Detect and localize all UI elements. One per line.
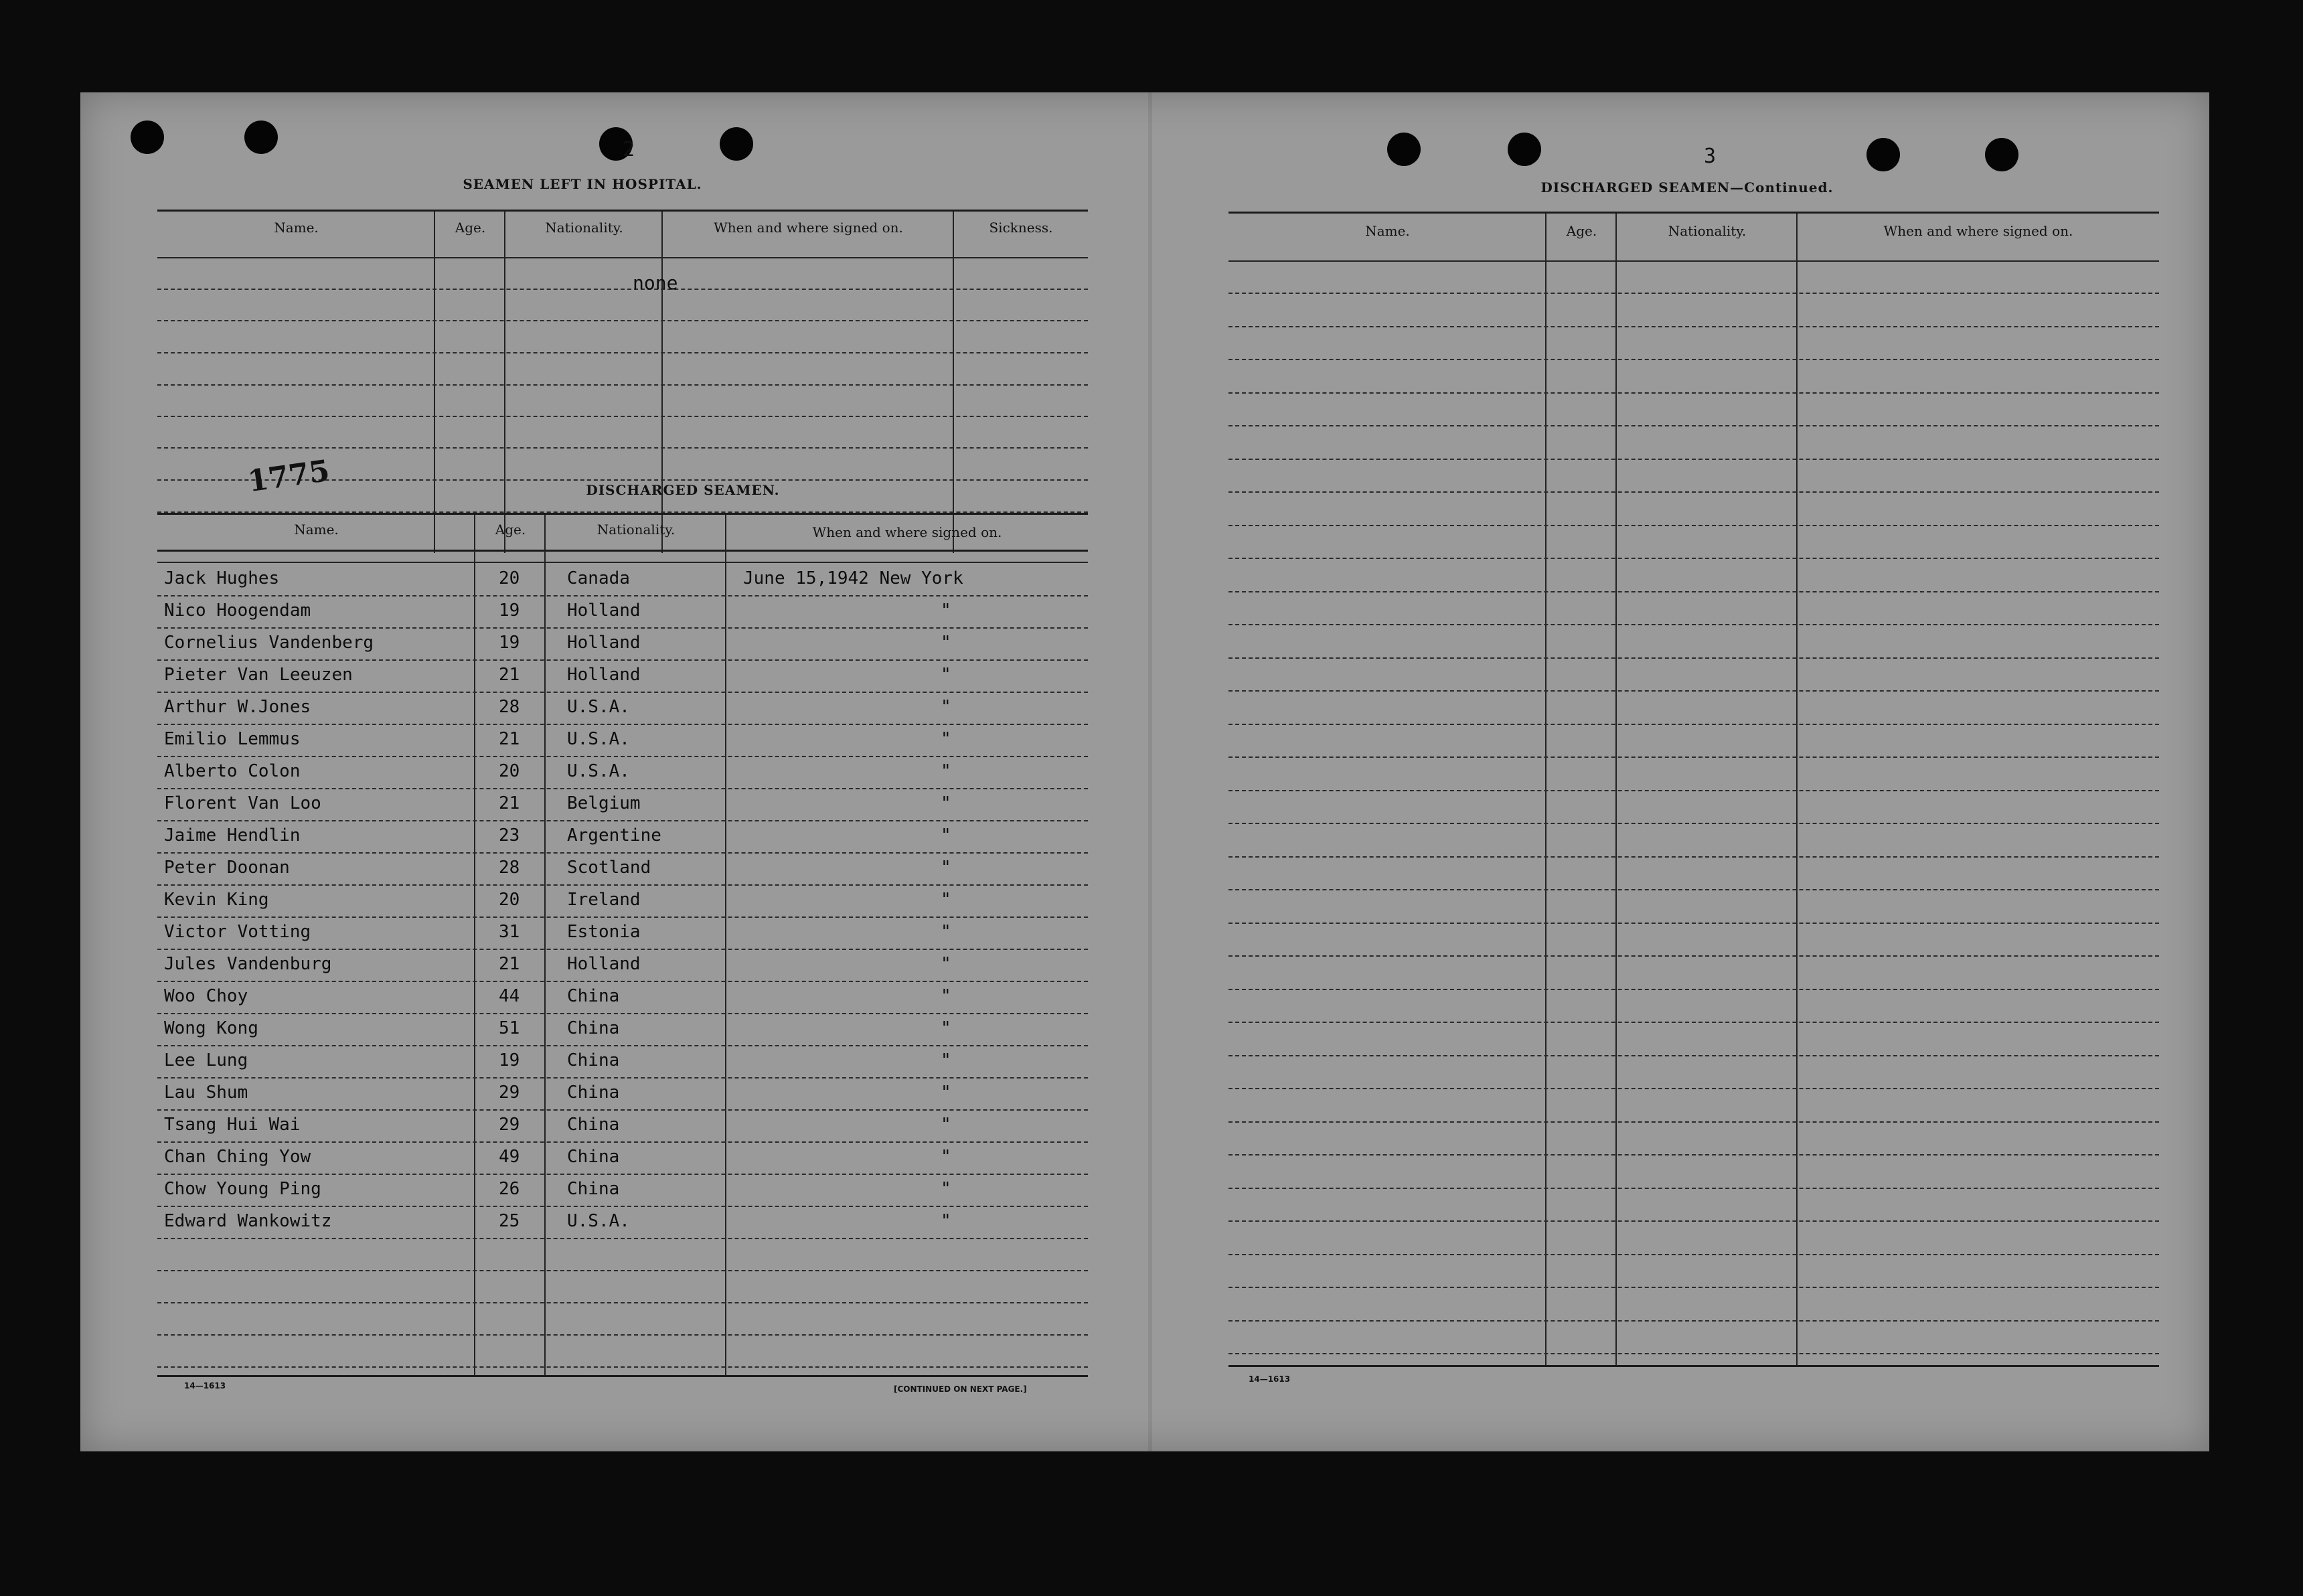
seaman-signed-on: " [941,1018,951,1038]
seaman-name: Nico Hoogendam [164,601,311,621]
seaman-signed-on: " [941,1179,951,1199]
seaman-age: 26 [499,1179,520,1199]
row-line [1228,1287,2159,1288]
row-line [157,1045,1088,1046]
seaman-age: 28 [499,858,520,878]
seaman-name: Jack Hughes [164,568,280,588]
seaman-age: 19 [499,1050,520,1070]
row-line [157,724,1088,725]
row-line [157,384,1088,386]
row-line [157,756,1088,757]
seaman-age: 28 [499,697,520,717]
seaman-signed-on: " [941,1147,951,1167]
seaman-age: 51 [499,1018,520,1038]
seaman-nationality: Argentine [567,825,661,846]
seaman-signed-on: " [941,665,951,685]
row-line [157,884,1088,886]
seaman-age: 23 [499,825,520,846]
column-divider [504,212,505,553]
seaman-nationality: Ireland [567,890,641,910]
row-line [1228,856,2159,858]
seaman-name: Chow Young Ping [164,1179,321,1199]
row-line [157,289,1088,290]
seaman-age: 31 [499,922,520,942]
row-line [1228,1055,2159,1056]
row-line [1228,823,2159,824]
seaman-nationality: China [567,1083,620,1103]
row-line [1228,491,2159,493]
col-header-signed-on: When and where signed on. [1883,223,2073,239]
seaman-name: Alberto Colon [164,761,301,781]
row-line [157,1013,1088,1014]
form-number: 14—1613 [184,1381,226,1390]
seaman-name: Woo Choy [164,986,248,1006]
seaman-age: 21 [499,793,520,813]
column-divider [1545,214,1546,1365]
row-line [1228,923,2159,924]
seaman-name: Jaime Hendlin [164,825,301,846]
row-line [1228,1188,2159,1189]
seaman-nationality: Holland [567,665,641,685]
header-rule [1228,260,2159,262]
row-line [157,788,1088,789]
seaman-nationality: U.S.A. [567,729,630,749]
row-line [157,1366,1088,1368]
seaman-nationality: Holland [567,633,641,653]
seaman-name: Wong Kong [164,1018,258,1038]
seaman-signed-on: " [941,825,951,846]
hospital-entry: none [633,272,678,294]
seaman-signed-on: June 15,1942 New York [743,568,963,588]
row-line [157,1270,1088,1271]
row-line [1228,1353,2159,1354]
col-header-age: Age. [495,522,526,538]
seaman-nationality: Holland [567,954,641,974]
punch-hole [1867,138,1900,171]
col-header-nationality: Nationality. [1668,223,1747,239]
seaman-signed-on: " [941,697,951,717]
row-line [1228,889,2159,890]
row-line [157,1174,1088,1175]
seaman-nationality: Estonia [567,922,641,942]
row-line [157,1109,1088,1111]
page-fold [1148,92,1152,1451]
seaman-name: Jules Vandenburg [164,954,332,974]
seaman-nationality: Belgium [567,793,641,813]
column-divider [661,212,663,553]
seaman-signed-on: " [941,986,951,1006]
row-line [157,820,1088,821]
seaman-signed-on: " [941,729,951,749]
punch-hole [1985,138,2018,171]
seaman-name: Victor Votting [164,922,311,942]
seaman-age: 21 [499,729,520,749]
seaman-age: 19 [499,633,520,653]
row-line [157,416,1088,417]
row-line [157,981,1088,982]
column-divider [434,212,435,553]
seaman-age: 29 [499,1115,520,1135]
header-rule [157,562,1088,563]
col-header-signed-on: When and where signed on. [714,220,903,236]
document-sheet [80,92,2209,1451]
column-divider [1615,214,1617,1365]
column-divider [474,515,475,1375]
page-number: 2 [623,138,635,161]
seaman-name: Pieter Van Leeuzen [164,665,353,685]
punch-hole [131,121,164,154]
row-line [1228,558,2159,559]
row-line [157,852,1088,854]
col-header-sickness: Sickness. [989,220,1053,236]
hospital-table [157,210,1088,553]
column-divider [544,515,546,1375]
discharged-continued-table [1228,212,2159,1368]
seaman-age: 25 [499,1211,520,1231]
seaman-name: Edward Wankowitz [164,1211,332,1231]
form-number: 14—1613 [1249,1374,1291,1384]
seaman-age: 44 [499,986,520,1006]
row-line [1228,790,2159,791]
seaman-name: Chan Ching Yow [164,1147,311,1167]
row-line [1228,1254,2159,1255]
row-line [157,595,1088,596]
seaman-age: 21 [499,954,520,974]
seaman-age: 20 [499,890,520,910]
row-line [1228,724,2159,725]
col-header-nationality: Nationality. [545,220,623,236]
page-number: 3 [1704,145,1717,168]
row-line [1228,425,2159,426]
row-line [157,1334,1088,1336]
col-header-name: Name. [1365,223,1410,239]
col-header-name: Name. [274,220,319,236]
seaman-name: Lau Shum [164,1083,248,1103]
column-divider [725,515,726,1375]
seaman-nationality: China [567,1018,620,1038]
row-line [157,659,1088,661]
row-line [1228,591,2159,592]
seaman-signed-on: " [941,890,951,910]
row-line [1228,392,2159,394]
seaman-signed-on: " [941,601,951,621]
punch-hole [244,121,278,154]
seaman-signed-on: " [941,793,951,813]
seaman-name: Peter Doonan [164,858,290,878]
row-line [157,1375,1088,1377]
discharged-table [157,513,1088,1382]
seaman-signed-on: " [941,922,951,942]
seaman-nationality: U.S.A. [567,761,630,781]
seaman-name: Kevin King [164,890,269,910]
seaman-signed-on: " [941,633,951,653]
row-line [1228,955,2159,957]
seaman-name: Lee Lung [164,1050,248,1070]
discharged-section-title: DISCHARGED SEAMEN. [586,482,780,498]
punch-hole [1508,133,1541,166]
row-line [157,447,1088,449]
handwritten-mark: 1775 [246,453,332,499]
discharged-continued-title: DISCHARGED SEAMEN—Continued. [1540,179,1834,195]
row-line [157,1206,1088,1207]
seaman-signed-on: " [941,1083,951,1103]
col-header-name: Name. [294,522,339,538]
seaman-signed-on: " [941,1211,951,1231]
column-divider [953,212,954,553]
row-line [1228,525,2159,526]
seaman-name: Arthur W.Jones [164,697,311,717]
column-divider [1796,214,1798,1365]
seaman-nationality: China [567,1115,620,1135]
seaman-age: 29 [499,1083,520,1103]
seaman-name: Tsang Hui Wai [164,1115,301,1135]
row-line [157,1238,1088,1239]
col-header-signed-on: When and where signed on. [812,524,1002,540]
row-line [157,949,1088,950]
row-line [1228,326,2159,327]
seaman-age: 20 [499,568,520,588]
punch-hole [720,127,753,161]
row-line [1228,1154,2159,1155]
seaman-nationality: Holland [567,601,641,621]
seaman-signed-on: " [941,761,951,781]
row-line [157,320,1088,321]
seaman-signed-on: " [941,1115,951,1135]
row-line [157,352,1088,353]
seaman-nationality: China [567,1050,620,1070]
row-line [1228,1320,2159,1322]
col-header-nationality: Nationality. [597,522,676,538]
hospital-section-title: SEAMEN LEFT IN HOSPITAL. [463,176,702,192]
seaman-name: Cornelius Vandenberg [164,633,374,653]
row-line [157,1302,1088,1303]
seaman-nationality: China [567,986,620,1006]
seaman-nationality: U.S.A. [567,697,630,717]
header-rule [157,257,1088,258]
row-line [1228,1022,2159,1023]
seaman-age: 19 [499,601,520,621]
seaman-signed-on: " [941,858,951,878]
seaman-nationality: Scotland [567,858,651,878]
seaman-signed-on: " [941,954,951,974]
seaman-age: 20 [499,761,520,781]
row-line [1228,756,2159,758]
row-line [157,1077,1088,1079]
row-line [1228,989,2159,990]
row-line [1228,690,2159,692]
row-line [1228,1220,2159,1222]
seaman-nationality: China [567,1147,620,1167]
punch-hole [1387,133,1421,166]
row-line [1228,293,2159,294]
row-line [1228,657,2159,659]
seaman-name: Emilio Lemmus [164,729,301,749]
row-line [157,916,1088,918]
row-line [1228,359,2159,360]
row-line [1228,1088,2159,1089]
col-header-age: Age. [1566,223,1597,239]
row-line [1228,1365,2159,1367]
seaman-nationality: U.S.A. [567,1211,630,1231]
seaman-name: Florent Van Loo [164,793,321,813]
row-line [157,1141,1088,1143]
row-line [1228,624,2159,625]
row-line [1228,1121,2159,1123]
seaman-age: 49 [499,1147,520,1167]
seaman-nationality: China [567,1179,620,1199]
row-line [1228,459,2159,460]
col-header-age: Age. [455,220,486,236]
row-line [157,692,1088,693]
seaman-signed-on: " [941,1050,951,1070]
continued-note: [CONTINUED ON NEXT PAGE.] [894,1384,1027,1394]
seaman-nationality: Canada [567,568,630,588]
seaman-age: 21 [499,665,520,685]
row-line [157,627,1088,629]
